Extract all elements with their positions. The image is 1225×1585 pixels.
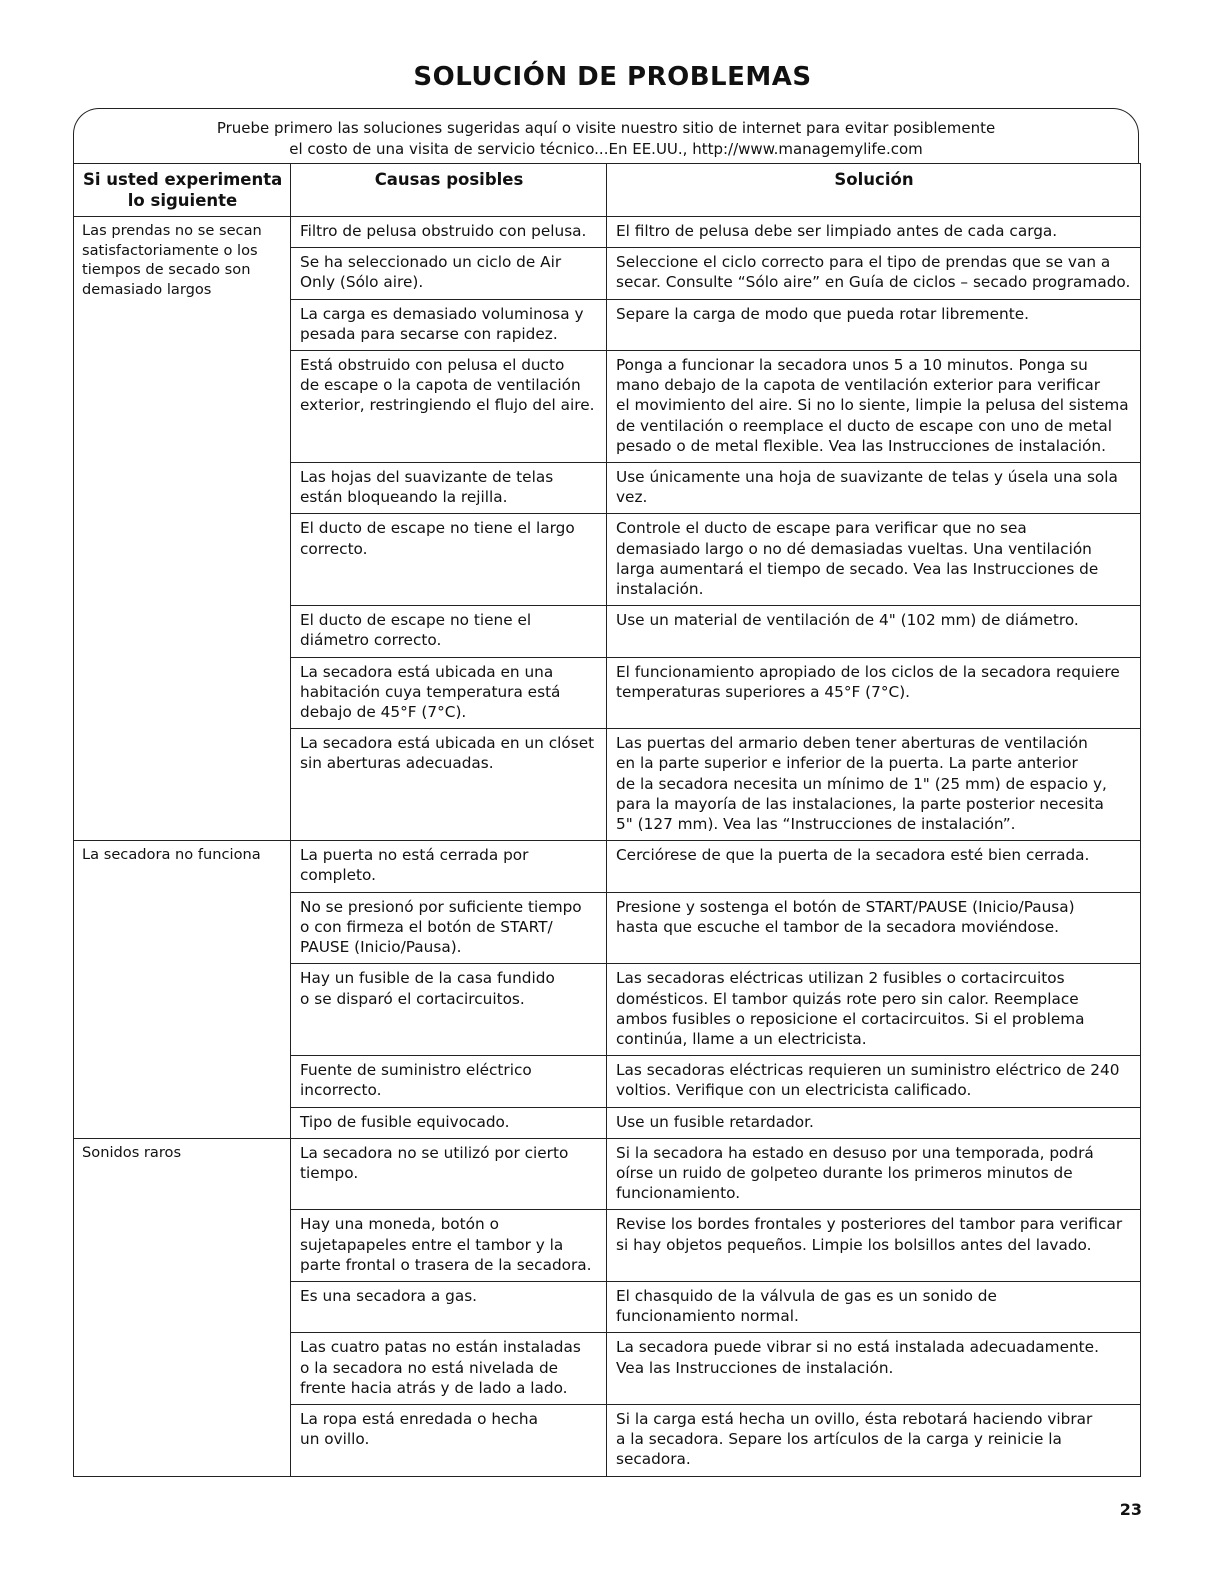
header-symptom-line: lo siguiente [127,191,238,210]
solution-line: hasta que escuche el tambor de la secadora moviéndose. [616,917,1060,936]
solution-line: pesado o de metal flexible. Vea las Instrucciones de instalación. [616,436,1106,455]
cause-cell [291,1281,607,1332]
symptom-cell [74,841,291,1138]
table-row [74,217,1141,248]
cause-line: o la secadora no está nivelada de [300,1358,559,1377]
cause-line: Filtro de pelusa obstruido con pelusa. [300,222,587,240]
cause-line: sin aberturas adecuadas. [300,754,494,773]
cause-line: Las hojas del suavizante de telas [300,468,554,487]
solution-cell [607,1210,1141,1282]
cause-line: Es una secadora a gas. [300,1286,478,1305]
cause-line: PAUSE (Inicio/Pausa). [300,938,462,957]
cause-line: La secadora está ubicada en un clóset [300,734,595,753]
solution-line: ambos fusibles o reposicione el cortacircuitos. Si el problema [616,1009,1085,1028]
cause-line: o con firmeza el botón de START/ [300,917,553,936]
solution-line: Seleccione el ciclo correcto para el tipo de prendas que se van a [616,253,1111,272]
cause-line: La ropa está enredada o hecha [300,1409,538,1428]
solution-cell [607,606,1141,657]
cause-cell [291,1333,607,1405]
solution-cell [607,351,1141,463]
solution-line: funcionamiento normal. [616,1307,799,1326]
solution-line: domésticos. El tambor quizás rote pero sin calor. Reemplace [616,989,1079,1008]
cause-cell [291,964,607,1056]
cause-cell [291,1056,607,1107]
solution-cell [607,657,1141,729]
header-symptom [74,164,291,217]
cause-line: habitación cuya temperatura está [300,682,561,701]
solution-line: temperaturas superiores a 45°F (7°C). [616,682,911,701]
cause-line: o se disparó el cortacircuitos. [300,989,525,1008]
solution-line: El filtro de pelusa debe ser limpiado antes de cada carga. [616,222,1058,240]
solution-line: Si la secadora ha estado en desuso por una temporada, podrá [616,1143,1094,1162]
solution-line: demasiado largo o no dé demasiadas vueltas. Una ventilación [616,539,1092,558]
solution-cell [607,729,1141,841]
cause-cell [291,217,607,248]
cause-cell [291,841,607,892]
solution-cell [607,892,1141,964]
solution-cell [607,299,1141,350]
solution-line: Cerciórese de que la puerta de la secadora esté bien cerrada. [616,846,1090,865]
solution-line: Controle el ducto de escape para verificar que no sea [616,519,1027,538]
solution-line: de la secadora necesita un mínimo de 1" (25 mm) de espacio y, [616,774,1107,793]
cause-cell [291,351,607,463]
solution-cell [607,248,1141,299]
solution-line: el movimiento del aire. Si no lo siente, limpie la pelusa del sistema [616,396,1129,415]
cause-line: incorrecto. [300,1081,382,1100]
solution-line: Las secadoras eléctricas utilizan 2 fusibles o cortacircuitos [616,969,1065,988]
solution-line: secar. Consulte “Sólo aire” en Guía de ciclos – secado programado. [616,273,1131,292]
solution-line: Presione y sostenga el botón de START/PAUSE (Inicio/Pausa) [616,897,1075,916]
cause-line: Hay un fusible de la casa fundido [300,969,555,988]
solution-cell [607,463,1141,514]
solution-line: La secadora puede vibrar si no está instalada adecuadamente. [616,1338,1099,1357]
solution-line: funcionamiento. [616,1184,741,1203]
solution-line: mano debajo de la capota de ventilación exterior para verificar [616,376,1100,395]
cause-cell [291,606,607,657]
cause-cell [291,514,607,606]
cause-line: No se presionó por suficiente tiempo [300,897,582,916]
solution-line: El chasquido de la válvula de gas es un sonido de [616,1286,997,1305]
solution-cell [607,1107,1141,1138]
symptom-line: Las prendas no se secan [82,222,262,239]
cause-line: tiempo. [300,1163,359,1182]
cause-line: La carga es demasiado voluminosa y [300,304,584,323]
cause-line: Está obstruido con pelusa el ducto [300,356,565,375]
cause-line: El ducto de escape no tiene el [300,611,532,630]
solution-cell [607,964,1141,1056]
cause-line: exterior, restringiendo el flujo del aire. [300,396,595,415]
cause-line: pesada para secarse con rapidez. [300,324,558,343]
solution-cell [607,1404,1141,1476]
cause-cell [291,463,607,514]
cause-line: un ovillo. [300,1430,370,1449]
solution-line: a la secadora. Separe los artículos de la carga y reinicie la [616,1430,1062,1449]
symptom-line: Sonidos raros [82,1143,182,1161]
solution-line: Vea las Instrucciones de instalación. [616,1358,894,1377]
cause-line: diámetro correcto. [300,631,442,650]
symptom-cell [74,1138,291,1476]
table-body [74,217,1141,1477]
cause-line: La secadora no se utilizó por cierto [300,1143,569,1162]
solution-line: para la mayoría de las instalaciones, la parte posterior necesita [616,794,1104,813]
solution-line: El funcionamiento apropiado de los ciclos de la secadora requiere [616,662,1120,681]
cause-line: correcto. [300,539,368,558]
cause-line: sujetapapeles entre el tambor y la [300,1235,564,1254]
solution-cell [607,1333,1141,1405]
table-row [74,1138,1141,1210]
cause-cell [291,1138,607,1210]
cause-line: Only (Sólo aire). [300,273,424,292]
cause-line: Tipo de fusible equivocado. [300,1112,510,1131]
page-number: 23 [1119,1500,1142,1519]
cause-line: La secadora está ubicada en una [300,662,554,681]
solution-line: Las puertas del armario deben tener aberturas de ventilación [616,734,1088,753]
solution-cell [607,1056,1141,1107]
solution-line: Use un fusible retardador. [616,1112,814,1131]
cause-line: Fuente de suministro eléctrico [300,1061,532,1080]
intro-text [73,118,1139,160]
solution-line: Si la carga está hecha un ovillo, ésta rebotará haciendo vibrar [616,1409,1093,1428]
solution-line: Separe la carga de modo que pueda rotar libremente. [616,304,1029,323]
solution-line: Revise los bordes frontales y posteriores del tambor para verificar [616,1215,1123,1234]
solution-cell [607,1281,1141,1332]
solution-cell [607,217,1141,248]
cause-line: El ducto de escape no tiene el largo [300,519,575,538]
solution-line: de ventilación o reemplace el ducto de escape con uno de metal [616,416,1113,435]
table-row [74,841,1141,892]
cause-line: Las cuatro patas no están instaladas [300,1338,581,1357]
solution-line: Use un material de ventilación de 4" (102 mm) de diámetro. [616,611,1079,630]
solution-line: secadora. [616,1450,691,1469]
solution-line: instalación. [616,580,704,599]
intro-line: Pruebe primero las soluciones sugeridas aquí o visite nuestro sitio de internet para evitar posiblemente [216,119,996,137]
table-header-row [74,164,1141,217]
cause-cell [291,1210,607,1282]
solution-line: Ponga a funcionar la secadora unos 5 a 10 minutos. Ponga su [616,356,1088,375]
solution-line: larga aumentará el tiempo de secado. Vea las Instrucciones de [616,559,1099,578]
cause-cell [291,729,607,841]
cause-line: La puerta no está cerrada por [300,846,529,865]
solution-line: Use únicamente una hoja de suavizante de telas y úsela una sola [616,468,1118,487]
solution-cell [607,1138,1141,1210]
header-symptom-line: Si usted experimenta [83,170,283,189]
symptom-line: satisfactoriamente o los [82,241,258,259]
cause-line: completo. [300,866,376,885]
cause-line: parte frontal o trasera de la secadora. [300,1255,592,1274]
symptom-line: tiempos de secado son [82,261,251,278]
solution-cell [607,841,1141,892]
cause-cell [291,248,607,299]
solution-line: voltios. Verifique con un electricista calificado. [616,1081,972,1100]
solution-line: oírse un ruido de golpeteo durante los primeros minutos de [616,1163,1073,1182]
cause-cell [291,1404,607,1476]
solution-line: Las secadoras eléctricas requieren un suministro eléctrico de 240 [616,1061,1120,1080]
troubleshooting-table [73,163,1141,1477]
solution-line: 5" (127 mm). Vea las “Instrucciones de instalación”. [616,815,1016,834]
intro-line: el costo de una visita de servicio técnico...En EE.UU., http://www.managemylife.com [289,140,923,158]
header-solution: Solución [607,164,1141,217]
symptom-line: La secadora no funciona [82,846,261,864]
cause-line: Se ha seleccionado un ciclo de Air [300,253,562,272]
cause-line: frente hacia atrás y de lado a lado. [300,1378,568,1397]
solution-line: si hay objetos pequeños. Limpie los bolsillos antes del lavado. [616,1235,1092,1254]
cause-line: de escape o la capota de ventilación [300,376,581,395]
cause-cell [291,1107,607,1138]
solution-cell [607,514,1141,606]
cause-cell [291,892,607,964]
solution-line: en la parte superior e inferior de la puerta. La parte anterior [616,754,1078,773]
cause-line: están bloqueando la rejilla. [300,488,508,507]
cause-cell [291,299,607,350]
cause-cell [291,657,607,729]
solution-line: vez. [616,488,648,507]
symptom-cell [74,217,291,841]
page-title: SOLUCIÓN DE PROBLEMAS [413,62,812,92]
cause-line: Hay una moneda, botón o [300,1215,499,1234]
header-causes: Causas posibles [291,164,607,217]
solution-line: continúa, llame a un electricista. [616,1029,867,1048]
symptom-line: demasiado largos [82,280,212,298]
cause-line: debajo de 45°F (7°C). [300,703,467,722]
